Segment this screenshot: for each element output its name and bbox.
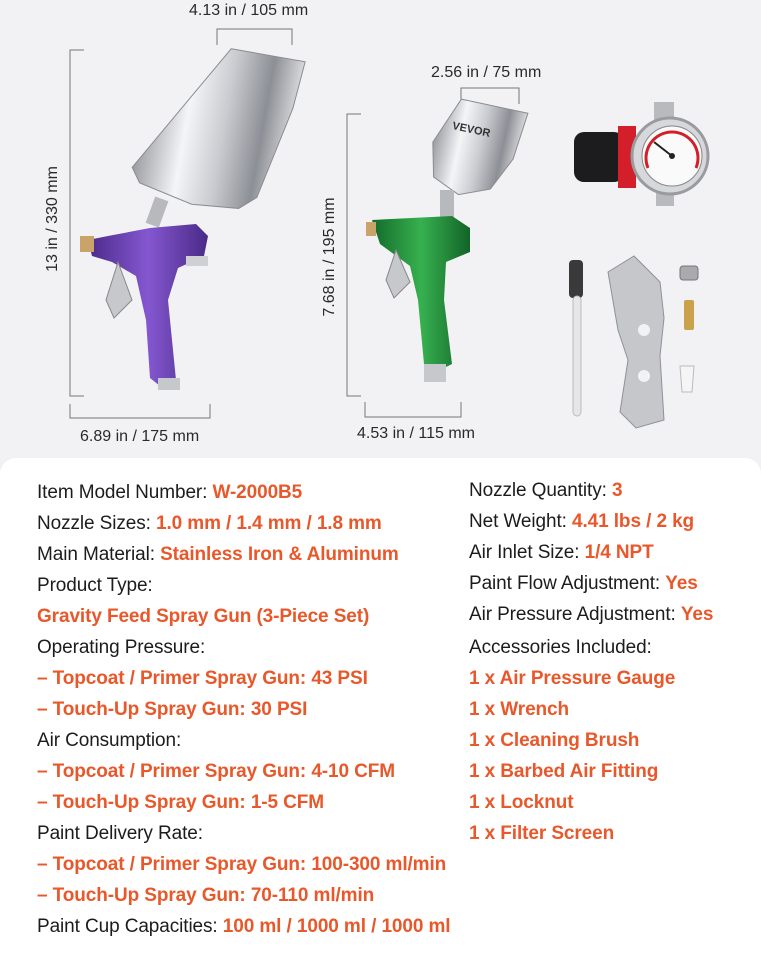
spec-line: Operating Pressure:: [37, 637, 206, 658]
spec-line: – Topcoat / Primer Spray Gun: 100-300 ml/min: [37, 854, 447, 875]
spec-line: – Topcoat / Primer Spray Gun: 4-10 CFM: [37, 761, 395, 782]
large-gun-top-width: 4.13 in / 105 mm: [189, 2, 309, 19]
spec-line: 1 x Wrench: [469, 699, 570, 720]
large-spray-gun: [80, 35, 305, 390]
filter-screen: [680, 366, 694, 392]
spec-line: Net Weight: 4.41 lbs / 2 kg: [469, 511, 695, 532]
barbed-air-fitting: [684, 300, 694, 330]
small-gun-bottom-width: 4.53 in / 115 mm: [357, 425, 475, 442]
spec-line: – Touch-Up Spray Gun: 70-110 ml/min: [37, 885, 375, 906]
locknut: [680, 266, 698, 280]
spec-line: Accessories Included:: [469, 637, 652, 658]
spec-line: – Touch-Up Spray Gun: 30 PSI: [37, 699, 308, 720]
spec-line: 1 x Locknut: [469, 792, 574, 813]
spec-line: Product Type:: [37, 575, 153, 596]
spec-line: Air Pressure Adjustment: Yes: [469, 604, 714, 625]
product-image-area: [0, 0, 761, 458]
spec-line: Nozzle Quantity: 3: [469, 480, 623, 501]
spec-line: 1 x Cleaning Brush: [469, 730, 640, 751]
large-gun-bottom-width: 6.89 in / 175 mm: [80, 428, 200, 445]
spec-line: 1 x Air Pressure Gauge: [469, 668, 676, 689]
cleaning-brush: [569, 260, 583, 416]
spec-line: Air Inlet Size: 1/4 NPT: [469, 542, 654, 563]
air-regulator-gauge: [574, 102, 708, 206]
specifications-panel: [0, 458, 761, 961]
spec-line: 1 x Filter Screen: [469, 823, 615, 844]
wrench: [608, 256, 664, 428]
spec-line: Gravity Feed Spray Gun (3-Piece Set): [37, 606, 370, 627]
spec-line: Paint Flow Adjustment: Yes: [469, 573, 698, 594]
spec-line: Paint Cup Capacities: 100 ml / 1000 ml / 1000 ml: [37, 916, 451, 937]
spec-line: – Topcoat / Primer Spray Gun: 43 PSI: [37, 668, 368, 689]
small-gun-height: 7.68 in / 195 mm: [321, 197, 338, 317]
small-spray-gun: [366, 95, 528, 382]
large-gun-height: 13 in / 330 mm: [44, 166, 61, 272]
spec-line: – Touch-Up Spray Gun: 1-5 CFM: [37, 792, 325, 813]
spec-line: 1 x Barbed Air Fitting: [469, 761, 659, 782]
spec-line: Nozzle Sizes: 1.0 mm / 1.4 mm / 1.8 mm: [37, 513, 382, 534]
spec-line: Paint Delivery Rate:: [37, 823, 203, 844]
spec-line: Item Model Number: W-2000B5: [37, 482, 303, 503]
product-illustration: [0, 0, 761, 458]
spec-line: Main Material: Stainless Iron & Aluminum: [37, 544, 399, 565]
brand-label: VEVOR: [451, 120, 492, 140]
spec-line: Air Consumption:: [37, 730, 182, 751]
small-gun-top-width: 2.56 in / 75 mm: [431, 64, 542, 81]
